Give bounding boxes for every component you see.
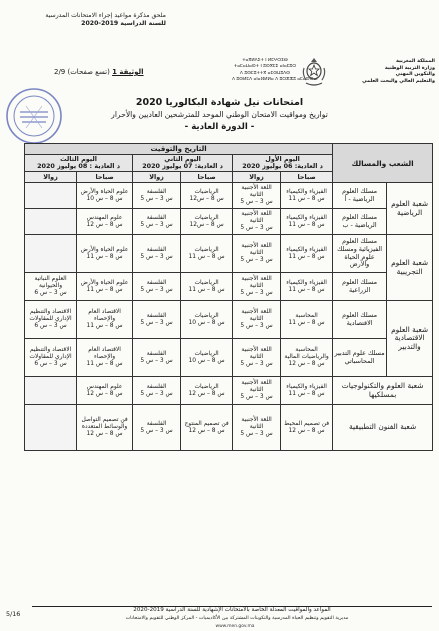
day3-morning: صباحا: [77, 172, 133, 183]
schedule-cell: اللغة الأجنبية الثانية س 3 – س 5: [233, 235, 281, 273]
stream-cell: شعبة العلوم والتكنولوجيات بمسلكيها: [333, 377, 433, 405]
schedule-cell: الفيزياء والكيمياء س 8 – س 11: [281, 377, 333, 405]
schedule-cell: فن تصميم المحيط س 8 – س 12: [281, 405, 333, 451]
schedule-cell: فن تصميم المنتوج س 8 – س 12: [181, 405, 233, 451]
header-right-line2: وزارة التربية الوطنية: [384, 64, 435, 71]
schedule-cell: [25, 405, 77, 451]
schedule-cell: الرياضيات س 8 – س 10: [181, 339, 233, 377]
tifinagh-line1: ⵜⴰⴳⵍⴷⵉⵜ ⵏ ⵍⵎⵖⵔⵉⴱ: [242, 58, 288, 63]
schedule-cell: [25, 377, 77, 405]
header-left-line2: للسنة الدراسية 2019-2020: [81, 20, 166, 27]
schedule-cell: اللغة الأجنبية الثانية س 3 – س 5: [233, 301, 281, 339]
footer-line1: المواعد والمواقيت المعدلة الخاصة بالامتحانات الإشهادية للسنة الدراسية 2019-2020: [133, 607, 331, 613]
schedule-cell: علوم المهندس س 8 – س 12: [77, 209, 133, 235]
schedule-cell: الفيزياء والكيمياء س 8 – س 11: [281, 183, 333, 209]
schedule-cell: الفيزياء والكيمياء س 8 – س 11: [281, 235, 333, 273]
schedule-cell: الاقتصاد العام والإحصاء س 8 – س 11: [77, 301, 133, 339]
table-row: [25, 405, 433, 451]
schedule-cell: الرياضيات س 8 – س 11: [181, 273, 233, 301]
schedule-cell: المحاسبة س 8 – س 11: [281, 301, 333, 339]
day1-evening: زوالا: [233, 172, 281, 183]
day1-morning: صباحا: [281, 172, 333, 183]
stream-cell: شعبة العلوم التجريبية: [387, 235, 433, 301]
header-tifinagh: [232, 58, 318, 84]
schedule-cell: الفيزياء والكيمياء س 8 – س 11: [281, 273, 333, 301]
schedule-cell: علوم الحياة والأرض س 8 – س 10: [77, 183, 133, 209]
schedule-cell: اللغة الأجنبية الثانية س 3 – س 5: [233, 183, 281, 209]
track-cell: مسلك العلوم الرياضية - ب: [333, 209, 387, 235]
day3-date: د العادية : 08 يوليوز 2020: [37, 162, 120, 170]
schedule-cell: الرياضيات س 8 – س12: [181, 183, 233, 209]
branch-header: الشعب والمسالك: [333, 144, 433, 183]
track-cell: مسلك العلوم الفيزيائية ومسلك علوم الحياة والأرض: [333, 235, 387, 273]
schedule-cell: الفلسفة س 3 – س 5: [133, 405, 181, 451]
schedule-cell: الفلسفة س 3 – س 5: [133, 273, 181, 301]
stream-cell: شعبة العلوم الاقتصادية والتدبير: [387, 301, 433, 377]
schedule-cell: الفلسفة س 3 – س 5: [133, 183, 181, 209]
schedule-cell: اللغة الأجنبية الثانية س 3 – س 5: [233, 209, 281, 235]
date-time-header: التاريخ والتوقيت: [25, 144, 333, 155]
schedule-cell: الاقتصاد والتنظيم الإداري للمقاولات س 3 – س 6: [25, 301, 77, 339]
schedule-cell: [25, 183, 77, 209]
schedule-cell: علوم الحياة والأرض س 8 – س 11: [77, 273, 133, 301]
schedule-cell: الفلسفة س 3 – س 5: [133, 377, 181, 405]
exam-subtitle: تواريخ ومواقيت الامتحان الوطني الموحد للمترشحين العاديين والأحرار: [111, 110, 328, 119]
schedule-cell: الفيزياء والكيمياء س 8 – س 11: [281, 209, 333, 235]
schedule-cell: الفلسفة س 3 – س 5: [133, 235, 181, 273]
day3-evening: زوالا: [25, 172, 77, 183]
table-row: [25, 377, 433, 405]
footer-line3: www.men.gov.ma: [215, 624, 255, 629]
footer-line2: مديرية التقويم وتنظيم الحياة المدرسية والتكوينات المشتركة بين الأكاديميات - المركز الوطني للتقويم والامتحانات: [125, 616, 349, 621]
day2-evening: زوالا: [133, 172, 181, 183]
track-cell: مسلك العلوم الرياضية - أ: [333, 183, 387, 209]
exam-schedule-table: [24, 143, 433, 451]
day2-date: د العادية: 07 يوليوز 2020: [142, 162, 223, 170]
header-right-line1: المملكة المغربية: [396, 58, 435, 64]
tifinagh-line4: ⴷ ⵓⵙⵍⵎⴷ ⴰⵏⴰⴼⵍⵍⴰ ⴷ ⵓⵔⵣⵣⵓ ⴰⵎⴰⵙⵙⴰⵏ: [232, 77, 318, 83]
schedule-cell: الرياضيات س 8 – س 12: [181, 377, 233, 405]
track-cell: مسلك العلوم الاقتصادية: [333, 301, 387, 339]
table-row: [25, 209, 433, 235]
table-row: [25, 235, 433, 273]
day1-date: د العادية: 06 يوليوز 2020: [242, 162, 323, 170]
schedule-cell: الفلسفة س 3 – س 5: [133, 301, 181, 339]
day2-header: [133, 155, 233, 172]
schedule-cell: اللغة الأجنبية الثانية س 3 – س 5: [233, 273, 281, 301]
schedule-cell: [25, 209, 77, 235]
schedule-cell: الرياضيات س 8 – س 10: [181, 301, 233, 339]
schedule-cell: الرياضيات س 8 – س 11: [181, 235, 233, 273]
doc-label: الوثيقة 1: [112, 68, 144, 76]
header-left: [45, 12, 166, 28]
schedule-cell: علوم المهندس س 8 – س 12: [77, 377, 133, 405]
day3-header: [25, 155, 133, 172]
day2-label: اليوم الثاني: [164, 154, 201, 163]
schedule-cell: الاقتصاد والتنظيم الإداري للمقاولات س 3 – س 6: [25, 339, 77, 377]
stream-cell: شعبة الفنون التطبيقية: [333, 405, 433, 451]
page-number: 5/16: [6, 610, 21, 618]
schedule-cell: اللغة الأجنبية الثانية س 3 – س 5: [233, 405, 281, 451]
schedule-cell: اللغة الأجنبية الثانية س 3 – س 5: [233, 377, 281, 405]
schedule-cell: الفلسفة س 3 – س 5: [133, 339, 181, 377]
schedule-cell: فن تصميم التواصل والوسائط المتعددة س 8 – س 12: [77, 405, 133, 451]
schedule-cell: المحاسبة والرياضيات المالية س 8 – س 12: [281, 339, 333, 377]
header-left-line1: ملحق مذكرة مواعيد إجراء الامتحانات المدرسية: [45, 12, 166, 19]
header-right: [340, 58, 435, 84]
document-reference: [54, 68, 144, 76]
schedule-cell: الاقتصاد العام والإحصاء س 8 – س 11: [77, 339, 133, 377]
day1-header: [233, 155, 333, 172]
schedule-cell: الفلسفة س 3 – س 5: [133, 209, 181, 235]
table-row: [25, 273, 433, 301]
day2-morning: صباحا: [181, 172, 233, 183]
track-cell: مسلك علوم التدبير المحاسباتي: [333, 339, 387, 377]
header-right-line3: والتكوين المهني: [395, 71, 435, 77]
schedule-cell: علوم الحياة والأرض س 8 – س 11: [77, 235, 133, 273]
tifinagh-line2: ⵜⴰⵎⴰⵡⴰⵙⵜ ⵏ ⵓⵙⴳⵎⵉ ⴰⵏⴰⵎⵓⵔ: [233, 64, 297, 70]
exam-title: امتحانات نيل شهادة البكالوريا 2020: [135, 97, 304, 108]
day3-label: اليوم الثالث: [60, 154, 97, 163]
table-row: [25, 301, 433, 339]
kingdom-emblem-icon: [300, 56, 328, 88]
day1-label: اليوم الأول: [265, 154, 300, 163]
track-cell: مسلك العلوم الزراعية: [333, 273, 387, 301]
session-title: - الدورة العادية -: [184, 122, 255, 132]
schedule-cell: [25, 235, 77, 273]
table-row: [25, 183, 433, 209]
table-row: [25, 339, 433, 377]
schedule-cell: الرياضيات س 8 – س12: [181, 209, 233, 235]
doc-pages: (تسع صفحات) 2/9: [54, 68, 110, 76]
stream-cell: شعبة العلوم الرياضية: [387, 183, 433, 235]
header-right-line4: والتعليم العالي والبحث العلمي: [362, 77, 435, 84]
schedule-cell: العلوم النباتية والحيوانية س 3 – س 6: [25, 273, 77, 301]
schedule-cell: اللغة الأجنبية الثانية س 3 – س 5: [233, 339, 281, 377]
tifinagh-line3: ⴷ ⵓⵙⵎⵓⵜⵜⴳ ⴰⵎⵙⵡⵓⴷⵙ: [239, 70, 291, 76]
